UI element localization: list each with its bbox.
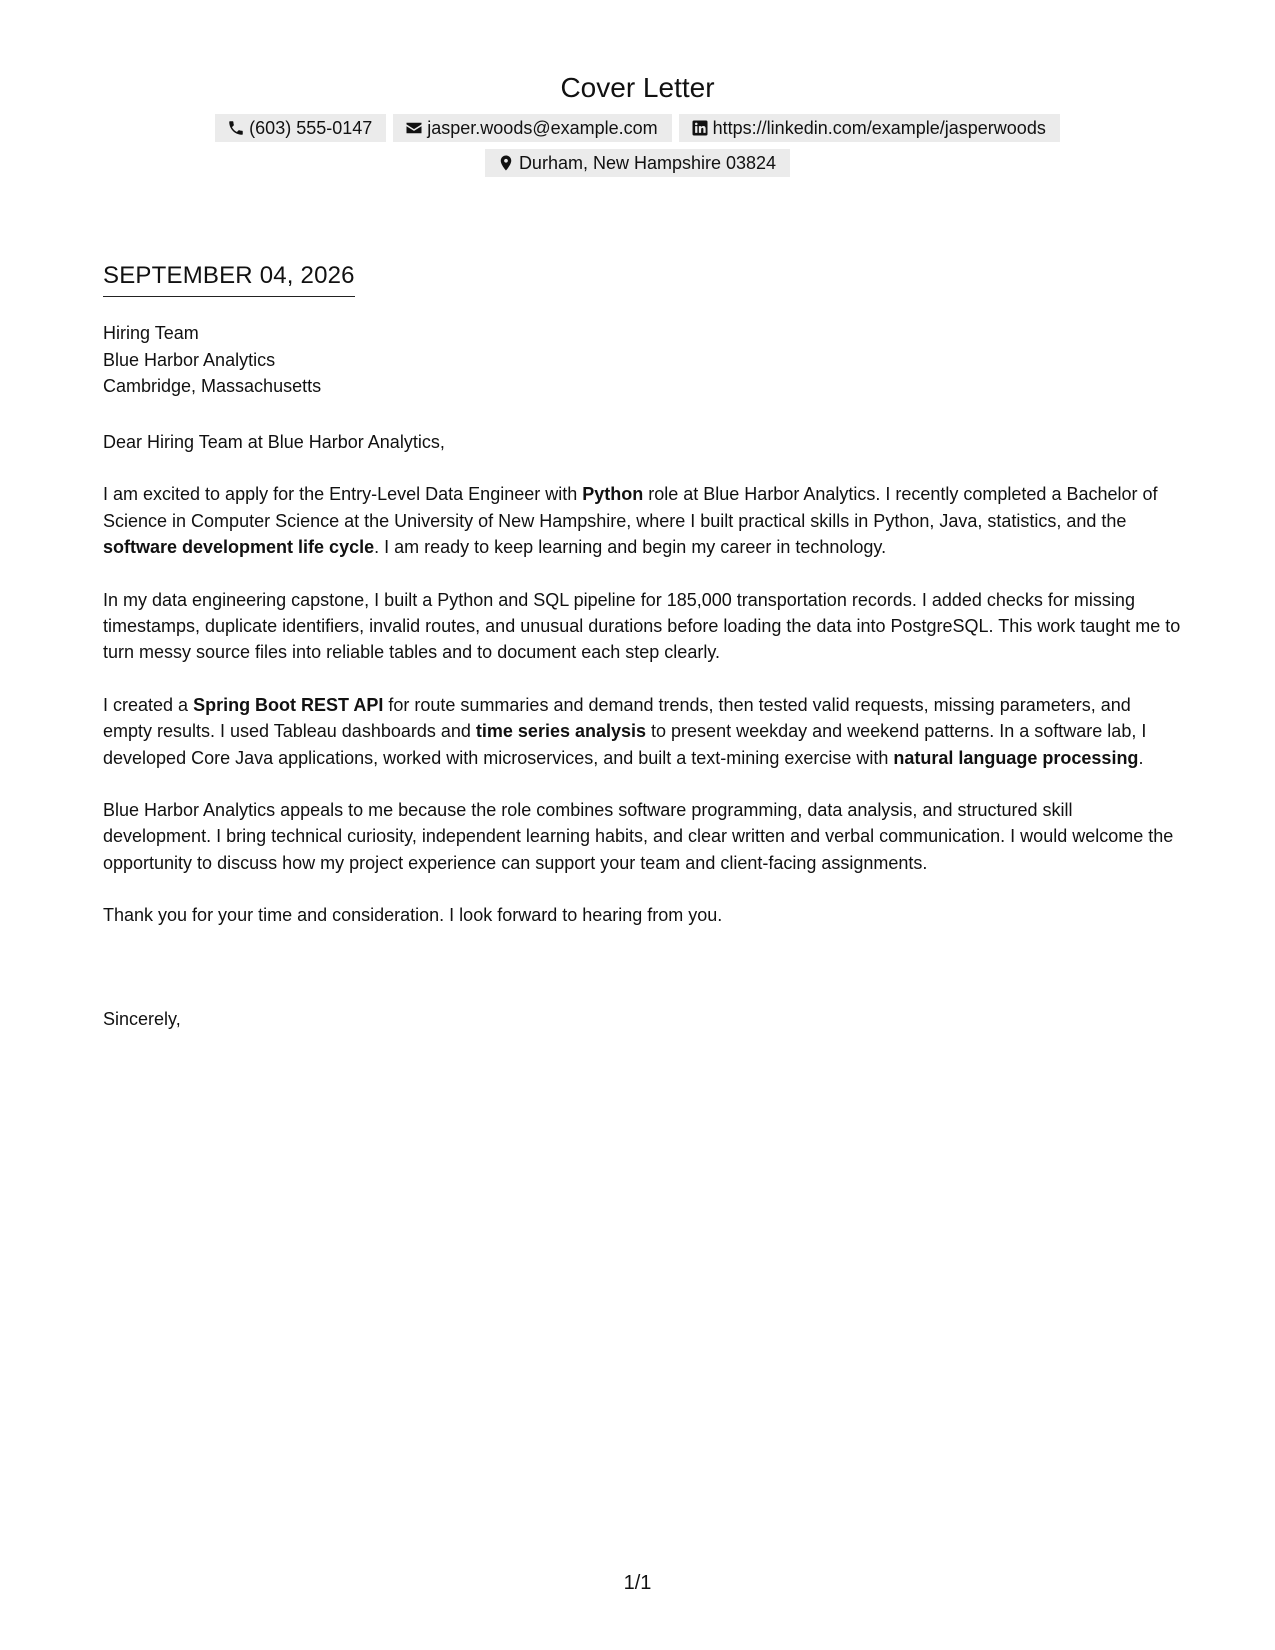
page-number: 1/1 — [623, 1572, 652, 1594]
text-run: I created a — [103, 694, 194, 715]
paragraph-4 — [103, 797, 1183, 876]
contact-row-secondary — [0, 149, 1275, 177]
paragraph-3 — [103, 692, 1183, 771]
recipient-line-2: Blue Harbor Analytics — [103, 349, 276, 370]
map-marker-icon — [497, 154, 515, 172]
contact-row-primary — [0, 114, 1275, 142]
text-run: Blue Harbor Analytics appeals to me because the role combines software programming, data analysis, and structured skill development. I bring technical curiosity, independent learning habits, and clear written and verbal communication. I would welcome the opportunity to discuss how my project experience can support your team and client-facing assignments. — [103, 800, 1174, 873]
paragraph-5 — [103, 902, 1183, 928]
recipient-line-3: Cambridge, Massachusetts — [103, 376, 322, 396]
text-run: to present weekday and weekend patterns. In a software lab, I developed Core Java applications, worked with microservices, and built a text-mining exercise with — [103, 721, 1147, 768]
text-run: . I am ready to keep learning and begin my career in technology. — [374, 537, 887, 558]
paragraph-2 — [103, 587, 1183, 666]
contact-linkedin[interactable] — [679, 114, 1060, 142]
text-run: for route summaries and demand trends, then tested valid requests, missing parameters, and empty results. I used Tableau dashboards and — [103, 694, 1131, 742]
contact-linkedin-text: https://linkedin.com/example/jasperwoods — [712, 117, 1046, 138]
letter-body — [103, 429, 1183, 955]
phone-icon — [227, 119, 245, 137]
bold-phrase: time series analysis — [475, 721, 647, 742]
bold-phrase: Python — [582, 484, 644, 505]
salutation: Dear Hiring Team at Blue Harbor Analytics, — [103, 432, 445, 452]
recipient-line-1: Hiring Team — [103, 323, 199, 343]
envelope-icon — [405, 119, 423, 137]
recipient-block — [103, 320, 321, 400]
contact-email-text: jasper.woods@example.com — [427, 117, 658, 138]
bold-phrase: software development life cycle — [103, 537, 375, 558]
linkedin-icon — [691, 119, 709, 137]
text-run: . — [1138, 747, 1144, 768]
bold-phrase: Spring Boot REST API — [193, 694, 384, 715]
text-run: Thank you for your time and consideration. I look forward to hearing from you. — [103, 905, 723, 926]
contact-location — [485, 149, 790, 177]
closing: Sincerely, — [103, 1009, 181, 1029]
document-title: Cover Letter — [560, 72, 715, 103]
contact-email[interactable] — [393, 114, 671, 142]
bold-phrase: natural language processing — [893, 747, 1139, 768]
contact-phone-text: (603) 555-0147 — [249, 117, 373, 138]
text-run: I am excited to apply for the Entry-Level Data Engineer with — [103, 484, 583, 505]
letter-date: SEPTEMBER 04, 2026 — [103, 262, 355, 297]
contact-phone — [215, 114, 386, 142]
text-run: role at Blue Harbor Analytics. I recently completed a Bachelor of Science in Computer Science at the University of New Hampshire, where I built practical skills in Python, Java, statistics, and the — [103, 484, 1158, 531]
paragraph-1 — [103, 481, 1183, 560]
text-run: In my data engineering capstone, I built a Python and SQL pipeline for 185,000 transportation records. I added checks for missing timestamps, duplicate identifiers, invalid routes, and unusual durations before loading the data into PostgreSQL. This work taught me to turn messy source files into reliable tables and to document each step clearly. — [103, 589, 1181, 663]
contact-location-text: Durham, New Hampshire 03824 — [518, 152, 777, 173]
